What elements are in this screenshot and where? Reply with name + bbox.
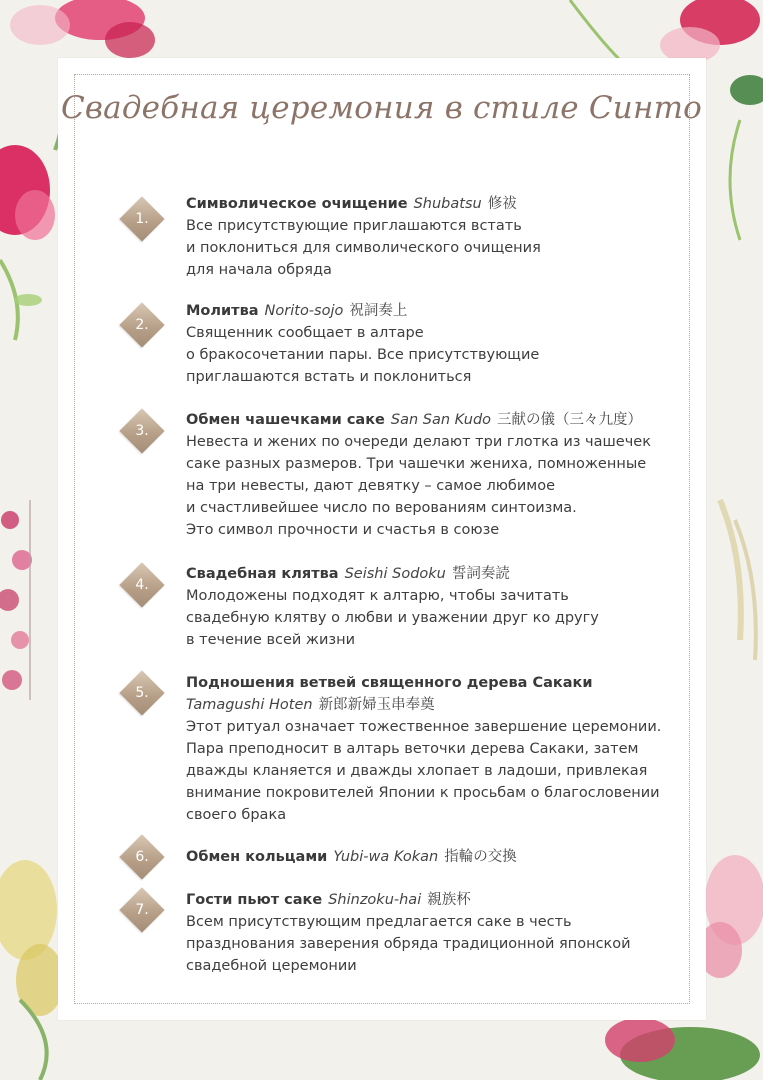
step-text: [186, 846, 656, 868]
step-number-badge: 5.: [118, 669, 166, 717]
step-number-badge: 1.: [118, 195, 166, 243]
step-text: [186, 889, 656, 977]
step-line: приглашаются встать и поклониться: [186, 369, 472, 385]
flower-left-upper: [0, 145, 55, 340]
step-kanji: 親族杯: [427, 892, 471, 908]
step-name: Подношения ветвей священного дерева Сакаки: [186, 675, 593, 691]
step-romaji: Norito-sojo: [264, 303, 344, 319]
step-romaji: Shubatsu: [413, 196, 482, 212]
step-line: Все присутствующие приглашаются встать: [186, 218, 522, 234]
step-text: [186, 409, 656, 541]
step-number-badge: 4.: [118, 561, 166, 609]
step-line: своего брака: [186, 807, 287, 823]
step-number-badge: 7.: [118, 886, 166, 934]
step-romaji: Tamagushi Hoten: [186, 697, 313, 713]
step-line: внимание покровителей Японии к просьбам о благословении: [186, 785, 660, 801]
step-line: Пара преподносит в алтарь веточки дерева Сакаки, затем: [186, 741, 639, 757]
step-text: [186, 563, 656, 651]
step-kanji: 祝詞奏上: [349, 303, 408, 319]
step-line: Этот ритуал означает тожественное завершение церемонии.: [186, 719, 662, 735]
step-line: празднования заверения обряда традиционной японской: [186, 936, 631, 952]
step-name: Обмен чашечками саке: [186, 412, 385, 428]
step-romaji: Yubi-wa Kokan: [333, 849, 439, 865]
step-kanji: 指輪の交換: [444, 849, 517, 865]
step-line: свадебной церемонии: [186, 958, 357, 974]
step-text: [186, 300, 656, 388]
step-line: и поклониться для символического очищения: [186, 240, 541, 256]
page-title: Свадебная церемония в стиле Синто: [60, 90, 703, 126]
step-text: [186, 672, 662, 826]
step-name: Гости пьют саке: [186, 892, 323, 908]
step-name: Свадебная клятва: [186, 566, 339, 582]
step-name: Молитва: [186, 303, 259, 319]
step-name: Обмен кольцами: [186, 849, 328, 865]
step-kanji: 三献の儀（三々九度）: [497, 412, 643, 428]
step-line: дважды кланяется и дважды хлопает в ладоши, привлекая: [186, 763, 648, 779]
step-line: Это символ прочности и счастья в союзе: [186, 522, 500, 538]
step-line: Молодожены подходят к алтарю, чтобы зачитать: [186, 588, 569, 604]
step-kanji: 誓詞奏読: [451, 566, 510, 582]
flower-left-bottom: [0, 860, 64, 1080]
step-romaji: San San Kudo: [390, 412, 492, 428]
step-line: о бракосочетании пары. Все присутствующие: [186, 347, 540, 363]
step-name: Символическое очищение: [186, 196, 408, 212]
flower-right-middle: [720, 500, 756, 660]
step-number-badge: 3.: [118, 407, 166, 455]
step-line: саке разных размеров. Три чашечки жениха, помноженные: [186, 456, 647, 472]
step-kanji: 新郎新婦玉串奉奠: [318, 697, 435, 713]
step-romaji: Shinzoku-hai: [328, 892, 422, 908]
flower-left-middle: [0, 500, 32, 700]
step-line: на три невесты, дают девятку – самое любимое: [186, 478, 556, 494]
step-number-badge: 2.: [118, 301, 166, 349]
step-line: и счастливейшее число по верованиям синтоизма.: [186, 500, 577, 516]
step-line: в течение всей жизни: [186, 632, 356, 648]
step-kanji: 修祓: [487, 196, 517, 212]
step-text: [186, 193, 656, 281]
step-line: свадебную клятву о любви и уважении друг ко другу: [186, 610, 599, 626]
step-number-badge: 6.: [118, 833, 166, 881]
step-romaji: Seishi Sodoku: [344, 566, 446, 582]
step-line: Всем присутствующим предлагается саке в честь: [186, 914, 572, 930]
step-line: Невеста и жених по очереди делают три глотка из чашечек: [186, 434, 651, 450]
step-line: Священник сообщает в алтаре: [186, 325, 424, 341]
step-line: для начала обряда: [186, 262, 332, 278]
